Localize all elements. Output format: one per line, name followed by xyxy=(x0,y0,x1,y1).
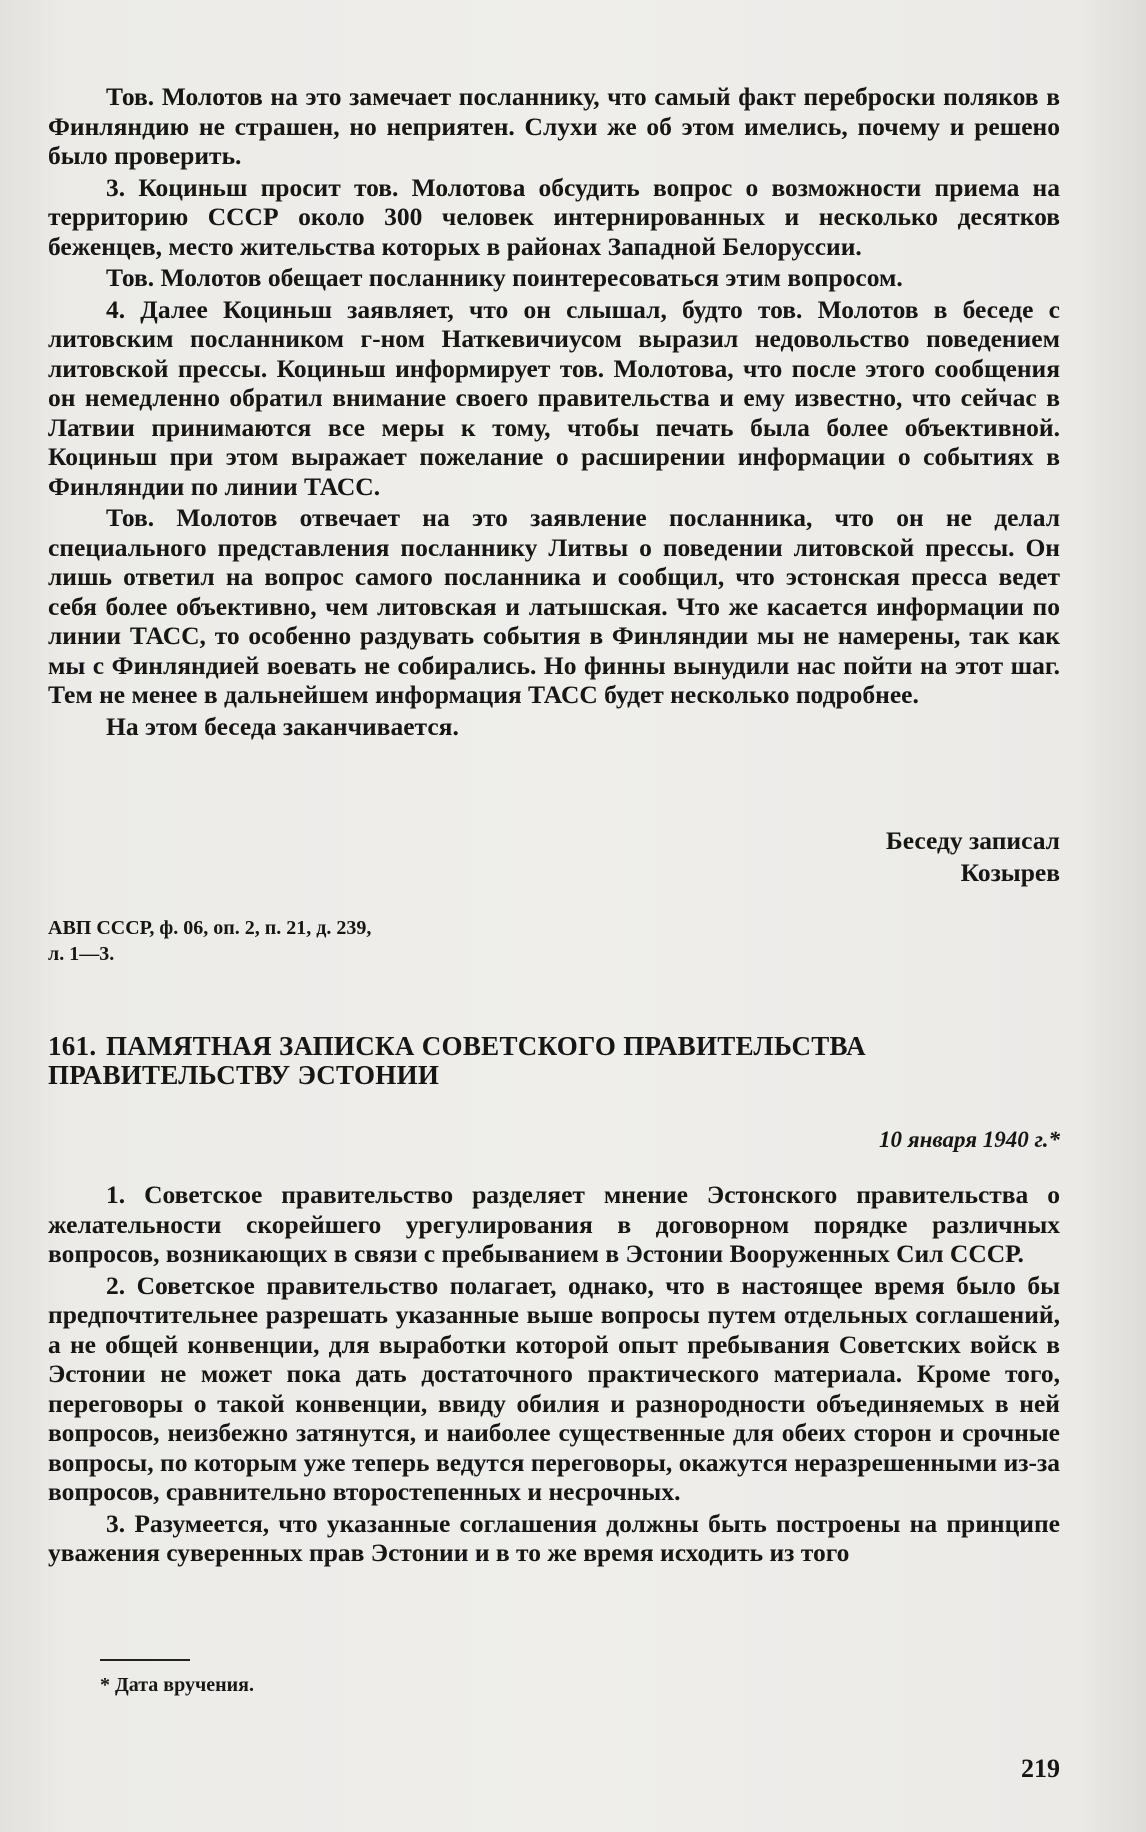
top-text-block xyxy=(48,82,1060,743)
signature-recorded-by: Беседу записал xyxy=(885,826,1060,855)
document-title: ПАМЯТНАЯ ЗАПИСКА СОВЕТСКОГО ПРАВИТЕЛЬСТВА ПРАВИТЕЛЬСТВУ ЭСТОНИИ xyxy=(48,1031,866,1090)
archive-source-line: АВП СССР, ф. 06, оп. 2, п. 21, д. 239, xyxy=(48,917,372,939)
footnote: * Дата вручения. xyxy=(100,1674,254,1696)
signature-block xyxy=(886,825,1060,889)
paragraph: 3. Разумеется, что указанные соглашения должны быть построены на принципе уважения суверенных прав Эстонии и в то же время исходить из того xyxy=(48,1508,1060,1567)
signature-name: Козырев xyxy=(960,858,1060,887)
document-date: 10 января 1940 г.* xyxy=(879,1127,1060,1152)
paragraph: Тов. Молотов отвечает на это заявление посланника, что он не делал специального представления посланнику Литвы о поведении литовской прессы. Он лишь ответил на вопрос самого посланника и сообщил, что эстонская пресса ведет себя более объективно, чем литовская и латышская. Что же касается информации по линии ТАСС, то особенно раздувать события в Финляндии мы не намерены, так как мы с Финляндией воевать не собирались. Но финны вынудили нас пойти на этот шаг. Тем не менее в дальнейшем информация ТАСС будет несколько подробнее. xyxy=(48,503,1060,709)
paragraph: 1. Советское правительство разделяет мнение Эстонского правительства о желательности скорейшего урегулирования в договорном порядке различных вопросов, возникающих в связи с пребыванием в Эстонии Вооруженных Сил СССР. xyxy=(48,1180,1060,1268)
paragraph: 4. Далее Коциньш заявляет, что он слышал, будто тов. Молотов в беседе с литовским посланником г-ном Наткевичиусом выразил недовольство поведением литовской прессы. Коциньш информирует тов. Молотова, что после этого сообщения он немедленно обратил внимание своего правительства и ему известно, что сейчас в Латвии принимаются все меры к тому, чтобы печать была более объективной. Коциньш при этом выражает пожелание о расширении информации о событиях в Финляндии по линии ТАСС. xyxy=(48,294,1060,501)
paragraph: Тов. Молотов на это замечает посланнику, что самый факт переброски поляков в Финляндию не страшен, но неприятен. Слухи же об этом имелись, почему и решено было проверить. xyxy=(48,82,1060,170)
footnote-divider xyxy=(100,1659,190,1661)
document-heading xyxy=(48,1032,1060,1090)
archive-source xyxy=(48,915,508,967)
paragraph: 3. Коциньш просит тов. Молотова обсудить вопрос о возможности приема на территорию СССР около 300 человек интернированных и несколько десятков беженцев, место жительства которых в районах Западной Белоруссии. xyxy=(48,172,1060,261)
bottom-text-block xyxy=(48,1180,1060,1570)
paragraph: Тов. Молотов обещает посланнику поинтересоваться этим вопросом. xyxy=(106,263,903,292)
page-number: 219 xyxy=(1021,1754,1060,1783)
archive-source-line: л. 1—3. xyxy=(48,943,115,965)
paragraph: На этом беседа заканчивается. xyxy=(106,711,459,741)
paragraph: 2. Советское правительство полагает, однако, что в настоящее время было бы предпочтительнее разрешать указанные выше вопросы путем отдельных соглашений, а не общей конвенции, для выработки которой опыт пребывания Советских войск в Эстонии не может пока дать достаточного практического материала. Кроме того, переговоры о такой конвенции, ввиду обилия и разнородности объединяемых в ней вопросов, неизбежно затянутся, и наиболее существенные для обеих сторон и срочные вопросы, по которым уже теперь ведутся переговоры, окажутся неразрешенными из-за вопросов, сравнительно второстепенных и несрочных. xyxy=(48,1270,1060,1506)
document-number: 161. xyxy=(48,1031,97,1061)
